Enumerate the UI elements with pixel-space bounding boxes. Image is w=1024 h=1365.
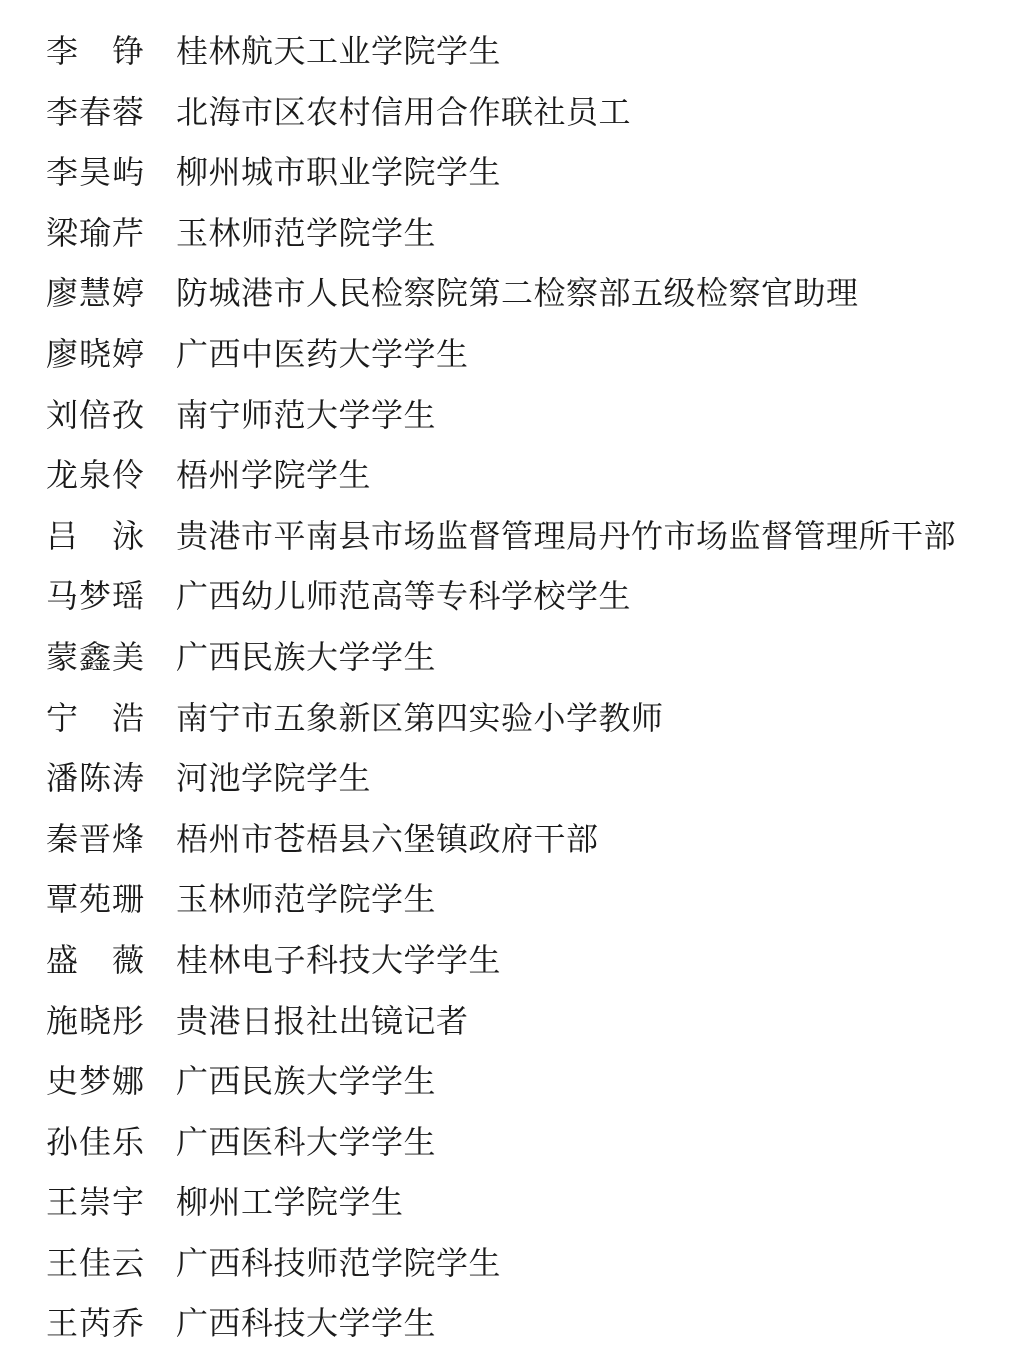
person-name: 史梦娜 (46, 1062, 146, 1101)
list-item (0, 565, 1024, 626)
affiliation: 柳州城市职业学院学生 (176, 153, 502, 192)
affiliation: 桂林航天工业学院学生 (176, 32, 502, 70)
affiliation: 广西医科大学学生 (176, 1122, 437, 1161)
person-name: 李春蓉 (46, 92, 146, 131)
list-item (0, 868, 1024, 929)
person-name: 马梦瑶 (46, 577, 146, 616)
list-item (0, 1171, 1024, 1232)
person-name: 盛 薇 (46, 940, 146, 979)
list-item (0, 1292, 1024, 1353)
person-name: 廖慧婷 (46, 274, 146, 313)
list-item (0, 141, 1024, 202)
affiliation: 梧州市苍梧县六堡镇政府干部 (176, 819, 599, 858)
list-item (0, 1232, 1024, 1293)
person-name: 李 铮 (46, 32, 146, 70)
list-item (0, 81, 1024, 142)
person-name: 廖晓婷 (46, 334, 146, 373)
list-item (0, 929, 1024, 990)
person-name: 吕 泳 (46, 516, 146, 555)
affiliation: 广西中医药大学学生 (176, 334, 469, 373)
name-list (0, 20, 1024, 1353)
person-name: 王芮乔 (46, 1304, 146, 1343)
affiliation: 河池学院学生 (176, 759, 372, 798)
person-name: 潘陈涛 (46, 759, 146, 798)
affiliation: 玉林师范学院学生 (176, 880, 437, 919)
list-item (0, 444, 1024, 505)
person-name: 龙泉伶 (46, 456, 146, 495)
affiliation: 贵港日报社出镜记者 (176, 1001, 469, 1040)
affiliation: 广西科技师范学院学生 (176, 1243, 502, 1282)
person-name: 蒙鑫美 (46, 637, 146, 676)
affiliation: 桂林电子科技大学学生 (176, 940, 502, 979)
affiliation: 梧州学院学生 (176, 456, 372, 495)
affiliation: 南宁师范大学学生 (176, 395, 437, 434)
affiliation: 南宁市五象新区第四实验小学教师 (176, 698, 664, 737)
list-item (0, 1050, 1024, 1111)
list-item (0, 262, 1024, 323)
person-name: 孙佳乐 (46, 1122, 146, 1161)
affiliation: 广西科技大学学生 (176, 1304, 437, 1343)
person-name: 秦晋烽 (46, 819, 146, 858)
person-name: 宁 浩 (46, 698, 146, 737)
list-item (0, 384, 1024, 445)
list-item (0, 505, 1024, 566)
person-name: 刘倍孜 (46, 395, 146, 434)
affiliation: 柳州工学院学生 (176, 1183, 404, 1222)
list-item (0, 1111, 1024, 1172)
affiliation: 广西民族大学学生 (176, 637, 437, 676)
affiliation: 广西幼儿师范高等专科学校学生 (176, 577, 632, 616)
affiliation: 玉林师范学院学生 (176, 213, 437, 252)
list-item (0, 626, 1024, 687)
list-item (0, 687, 1024, 748)
list-item (0, 202, 1024, 263)
affiliation: 防城港市人民检察院第二检察部五级检察官助理 (176, 274, 859, 313)
person-name: 施晓彤 (46, 1001, 146, 1040)
list-item (0, 20, 1024, 81)
affiliation: 广西民族大学学生 (176, 1062, 437, 1101)
affiliation: 贵港市平南县市场监督管理局丹竹市场监督管理所干部 (176, 516, 957, 555)
affiliation: 北海市区农村信用合作联社员工 (176, 92, 632, 131)
person-name: 王佳云 (46, 1243, 146, 1282)
person-name: 王崇宇 (46, 1183, 146, 1222)
list-item (0, 808, 1024, 869)
list-item (0, 990, 1024, 1051)
person-name: 覃苑珊 (46, 880, 146, 919)
list-item (0, 323, 1024, 384)
person-name: 梁瑜芹 (46, 213, 146, 252)
person-name: 李昊屿 (46, 153, 146, 192)
list-item (0, 747, 1024, 808)
